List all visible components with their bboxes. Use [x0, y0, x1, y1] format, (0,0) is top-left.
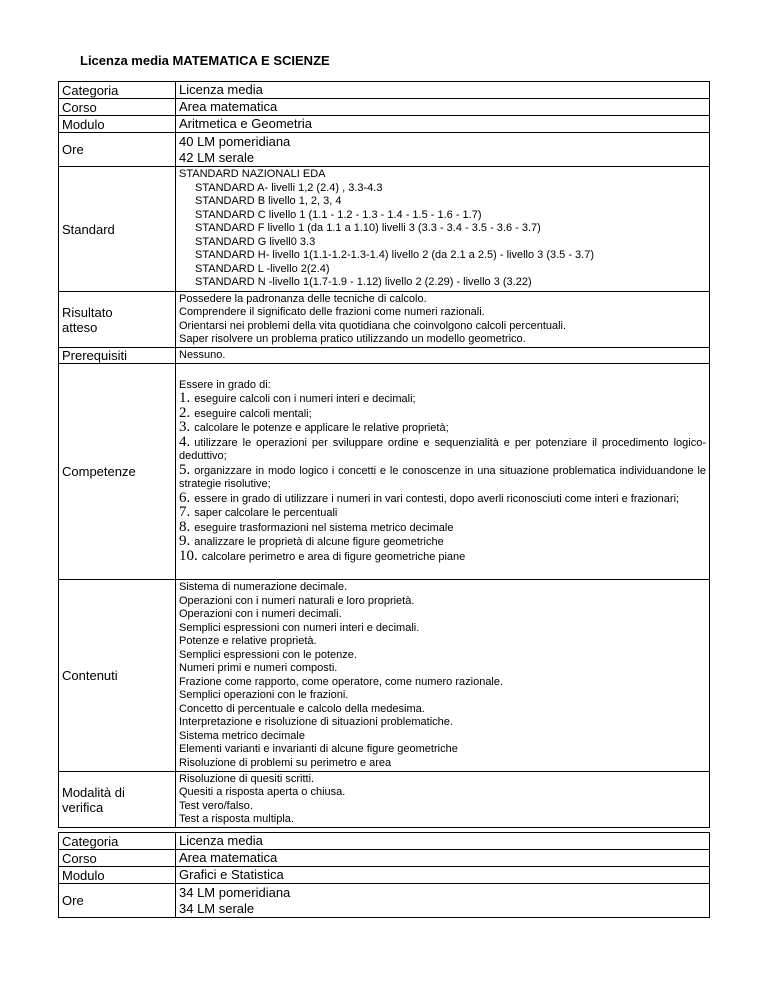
item-number: 2.	[179, 404, 191, 421]
value-ore	[176, 133, 710, 167]
standard-item: STANDARD A- livelli 1,2 (2.4) , 3.3-4.3	[195, 181, 383, 194]
row-prerequisiti	[59, 348, 710, 364]
label-corso: Corso	[59, 99, 176, 116]
verifica-item: Test a risposta multipla.	[179, 813, 294, 825]
contenuti-item: Numeri primi e numeri composti.	[179, 662, 338, 674]
competenze-item	[179, 489, 706, 507]
item-text: organizzare in modo logico i concetti e le conoscenze in una situazione problematica individuandone le strategie risolutive;	[179, 464, 706, 491]
competenze-item	[179, 433, 706, 464]
contenuti-item: Operazioni con i numeri naturali e loro proprietà.	[179, 594, 415, 607]
module-table-aritmetica	[58, 81, 710, 828]
module-table-grafici	[58, 832, 710, 918]
row-ore	[59, 133, 710, 167]
row-competenze	[59, 364, 710, 580]
label-risultato	[59, 292, 176, 348]
ore-line: 34 LM pomeridiana	[179, 884, 291, 900]
label-prerequisiti: Prerequisiti	[59, 348, 176, 364]
item-number: 7.	[179, 504, 191, 521]
row-corso	[59, 850, 710, 867]
item-text: eseguire calcoli con i numeri interi e decimali;	[194, 393, 416, 406]
row-categoria	[59, 82, 710, 99]
label-verifica	[59, 772, 176, 828]
contenuti-item: Potenze e relative proprietà.	[179, 635, 317, 647]
competenze-item	[179, 461, 706, 492]
competenze-item	[179, 547, 706, 565]
value-standard	[176, 167, 710, 292]
standard-item: STANDARD B livello 1, 2, 3, 4	[195, 195, 342, 208]
competenze-item	[179, 506, 706, 521]
row-verifica	[59, 772, 710, 828]
item-number: 3.	[179, 419, 191, 436]
row-modulo	[59, 867, 710, 884]
value-categoria: Licenza media	[176, 82, 710, 99]
ore-line: 42 LM serale	[179, 149, 255, 165]
label-categoria: Categoria	[59, 82, 176, 99]
risultato-item: Comprendere il significato delle frazioni come numeri razionali.	[179, 306, 485, 318]
label-corso: Corso	[59, 850, 176, 867]
label-ore: Ore	[59, 884, 176, 918]
contenuti-item: Interpretazione e risoluzione di situazioni problematiche.	[179, 716, 453, 728]
contenuti-item: Sistema metrico decimale	[179, 729, 305, 742]
standard-item: STANDARD G livell0 3.3	[195, 235, 316, 248]
contenuti-item: Risoluzione di problemi su perimetro e area	[179, 756, 392, 769]
contenuti-item: Elementi varianti e invarianti di alcune figure geometriche	[179, 743, 458, 755]
competenze-item	[179, 518, 706, 536]
item-number: 10.	[179, 547, 198, 564]
row-contenuti	[59, 580, 710, 772]
verifica-item: Risoluzione di quesiti scritti.	[179, 772, 315, 785]
risultato-item: Orientarsi nei problemi della vita quotidiana che coinvolgono calcoli percentuali.	[179, 319, 567, 332]
value-risultato	[176, 292, 710, 348]
competenze-item	[179, 404, 706, 422]
contenuti-item: Frazione come rapporto, come operatore, come numero razionale.	[179, 675, 504, 688]
standard-heading: STANDARD NAZIONALI EDA	[179, 168, 326, 181]
risultato-label-line: atteso	[62, 319, 98, 335]
contenuti-item: Operazioni con i numeri decimali.	[179, 608, 342, 620]
value-ore	[176, 884, 710, 918]
item-text: utilizzare le operazioni per sviluppare ordine e sequenzialità e per potenziare il procedimento logico-deduttivo;	[179, 436, 706, 463]
item-number: 6.	[179, 489, 191, 506]
row-risultato	[59, 292, 710, 348]
standard-item: STANDARD C livello 1 (1.1 - 1.2 - 1.3 - 1.4 - 1.5 - 1.6 - 1.7)	[195, 208, 482, 221]
ore-line: 34 LM serale	[179, 900, 255, 916]
competenze-intro: Essere in grado di:	[179, 378, 271, 391]
item-text: essere in grado di utilizzare i numeri in vari contesti, dopo averli riconosciuti come interi e frazionari;	[194, 492, 680, 505]
item-number: 1.	[179, 390, 191, 407]
item-text: eseguire trasformazioni nel sistema metrico decimale	[194, 521, 454, 534]
risultato-item: Possedere la padronanza delle tecniche di calcolo.	[179, 292, 427, 305]
item-text: eseguire calcoli mentali;	[194, 407, 312, 420]
item-text: analizzare le proprietà di alcune figure geometriche	[194, 536, 444, 549]
competenze-item	[179, 392, 706, 407]
contenuti-item: Semplici operazioni con le frazioni.	[179, 689, 349, 701]
verifica-item: Test vero/falso.	[179, 799, 253, 812]
competenze-item	[179, 421, 706, 436]
label-modulo: Modulo	[59, 867, 176, 884]
row-modulo	[59, 116, 710, 133]
contenuti-item: Concetto di percentuale e calcolo della medesima.	[179, 702, 425, 715]
item-number: 8.	[179, 518, 191, 535]
verifica-label-line: Modalità di	[62, 784, 125, 800]
row-categoria	[59, 833, 710, 850]
standard-item: STANDARD F livello 1 (da 1.1 a 1.10) livelli 3 (3.3 - 3.4 - 3.5 - 3.6 - 3.7)	[195, 222, 541, 235]
label-standard: Standard	[59, 167, 176, 292]
standard-item: STANDARD L -livello 2(2.4)	[195, 262, 330, 275]
value-prerequisiti: Nessuno.	[176, 348, 710, 364]
contenuti-item: Semplici espressioni con le potenze.	[179, 648, 357, 661]
risultato-label-line: Risultato	[62, 304, 113, 320]
standard-item: STANDARD N -livello 1(1.7-1.9 - 1.12) livello 2 (2.29) - livello 3 (3.22)	[195, 276, 532, 289]
verifica-item: Quesiti a risposta aperta o chiusa.	[179, 786, 346, 798]
label-categoria: Categoria	[59, 833, 176, 850]
value-verifica	[176, 772, 710, 828]
row-standard	[59, 167, 710, 292]
contenuti-item: Sistema di numerazione decimale.	[179, 581, 348, 593]
label-contenuti: Contenuti	[59, 580, 176, 772]
value-competenze	[176, 364, 710, 580]
verifica-label-line: verifica	[62, 799, 104, 815]
competenze-item	[179, 535, 706, 550]
value-corso: Area matematica	[176, 850, 710, 867]
value-modulo: Aritmetica e Geometria	[176, 116, 710, 133]
value-modulo: Grafici e Statistica	[176, 867, 710, 884]
contenuti-item: Semplici espressioni con numeri interi e decimali.	[179, 621, 420, 634]
label-modulo: Modulo	[59, 116, 176, 133]
item-text: calcolare perimetro e area di figure geometriche piane	[201, 550, 466, 563]
risultato-item: Saper risolvere un problema pratico utilizzando un modello geometrico.	[179, 333, 526, 345]
row-corso	[59, 99, 710, 116]
value-contenuti	[176, 580, 710, 772]
item-number: 4.	[179, 433, 191, 450]
standard-item: STANDARD H- livello 1(1.1-1.2-1.3-1.4) livello 2 (da 2.1 a 2.5) - livello 3 (3.5 - 3.7)	[195, 249, 595, 262]
row-ore	[59, 884, 710, 918]
item-text: saper calcolare le percentuali	[194, 507, 338, 520]
item-number: 5.	[179, 461, 191, 478]
item-number: 9.	[179, 533, 191, 550]
item-text: calcolare le potenze e applicare le relative proprietà;	[194, 422, 449, 435]
value-corso: Area matematica	[176, 99, 710, 116]
label-ore: Ore	[59, 133, 176, 167]
label-competenze: Competenze	[59, 364, 176, 580]
value-categoria: Licenza media	[176, 833, 710, 850]
page-title: Licenza media MATEMATICA E SCIENZE	[80, 53, 330, 68]
ore-line: 40 LM pomeridiana	[179, 133, 291, 149]
